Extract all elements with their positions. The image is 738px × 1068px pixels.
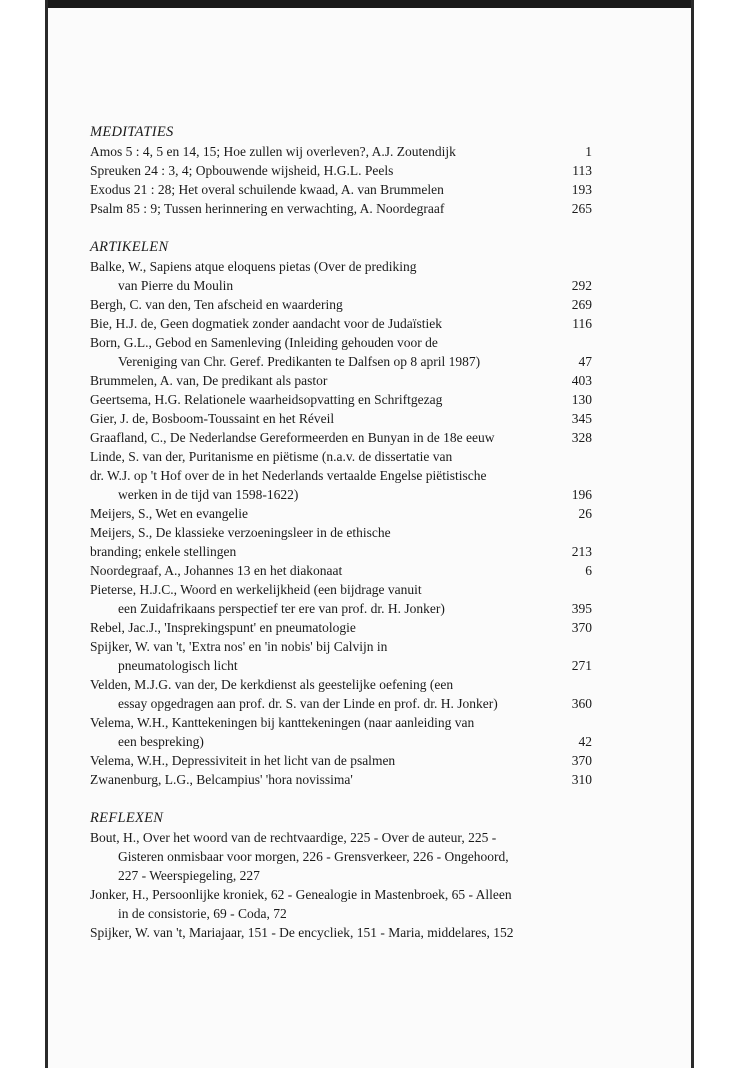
page-number: 292 bbox=[571, 278, 592, 293]
entry-line: dr. W.J. op 't Hof over de in het Nederlands vertaalde Engelse piëtistische bbox=[90, 468, 487, 483]
entry-line: Spijker, W. van 't, Mariajaar, 151 - De encycliek, 151 - Maria, middelares, 152 bbox=[90, 925, 514, 940]
page-number: 130 bbox=[571, 392, 592, 407]
entry-line: Exodus 21 : 28; Het overal schuilende kwaad, A. van Brummelen bbox=[90, 182, 444, 197]
toc-entry bbox=[90, 390, 592, 409]
toc-entry bbox=[90, 885, 592, 923]
entry-text bbox=[90, 923, 592, 942]
toc-entry bbox=[90, 447, 592, 504]
toc-entry bbox=[90, 257, 592, 295]
entry-line: Bie, H.J. de, Geen dogmatiek zonder aandacht voor de Judaïstiek bbox=[90, 316, 443, 331]
toc-entry bbox=[90, 333, 592, 371]
entry-line: branding; enkele stellingen bbox=[90, 544, 237, 559]
entry-text bbox=[90, 161, 592, 180]
toc-entry bbox=[90, 199, 592, 218]
entry-line: Psalm 85 : 9; Tussen herinnering en verwachting, A. Noordegraaf bbox=[90, 201, 445, 216]
page-number: 265 bbox=[571, 201, 592, 216]
toc-entry bbox=[90, 161, 592, 180]
entry-text bbox=[90, 885, 592, 923]
entry-line: Meijers, S., Wet en evangelie bbox=[90, 506, 248, 521]
entry-line: Geertsema, H.G. Relationele waarheidsopvatting en Schriftgezag bbox=[90, 392, 443, 407]
entry-line: Gisteren onmisbaar voor morgen, 226 - Grensverkeer, 226 - Ongehoord, bbox=[118, 849, 509, 864]
entry-line: Vereniging van Chr. Geref. Predikanten te Dalfsen op 8 april 1987) bbox=[118, 354, 481, 369]
entry-text bbox=[90, 675, 592, 713]
section-heading: REFLEXEN bbox=[90, 810, 164, 826]
toc-entry bbox=[90, 580, 592, 618]
toc-entry bbox=[90, 561, 592, 580]
entry-text bbox=[90, 428, 592, 447]
page-number: 395 bbox=[571, 601, 592, 616]
entry-line: Amos 5 : 4, 5 en 14, 15; Hoe zullen wij overleven?, A.J. Zoutendijk bbox=[90, 144, 456, 159]
toc-entry bbox=[90, 409, 592, 428]
entry-text bbox=[90, 504, 592, 523]
entry-text bbox=[90, 751, 592, 770]
toc-entry bbox=[90, 295, 592, 314]
entry-text bbox=[90, 142, 592, 161]
page-number: 370 bbox=[571, 753, 592, 768]
entry-text bbox=[90, 618, 592, 637]
entry-line: werken in de tijd van 1598-1622) bbox=[118, 487, 299, 502]
page-number: 213 bbox=[571, 544, 592, 559]
toc-entry bbox=[90, 675, 592, 713]
entry-line: Bergh, C. van den, Ten afscheid en waardering bbox=[90, 297, 343, 312]
entry-line: Bout, H., Over het woord van de rechtvaardige, 225 - Over de auteur, 225 - bbox=[90, 830, 497, 845]
section-reflexen bbox=[90, 809, 592, 942]
entry-line: Born, G.L., Gebod en Samenleving (Inleiding gehouden voor de bbox=[90, 335, 438, 350]
page-number: 370 bbox=[571, 620, 592, 635]
entry-text bbox=[90, 371, 592, 390]
entry-text bbox=[90, 561, 592, 580]
entry-text bbox=[90, 447, 592, 504]
toc-entry bbox=[90, 828, 592, 885]
page-number: 42 bbox=[578, 734, 592, 749]
page-number: 403 bbox=[571, 373, 592, 388]
page-number: 269 bbox=[571, 297, 592, 312]
entry-text bbox=[90, 637, 592, 675]
toc-entry bbox=[90, 637, 592, 675]
table-of-contents bbox=[90, 123, 592, 962]
page-number: 47 bbox=[578, 354, 592, 369]
page-number: 310 bbox=[571, 772, 592, 787]
page-number: 193 bbox=[571, 182, 592, 197]
toc-entry bbox=[90, 142, 592, 161]
entry-line: van Pierre du Moulin bbox=[118, 278, 234, 293]
entry-line: Gier, J. de, Bosboom-Toussaint en het Réveil bbox=[90, 411, 335, 426]
entry-text bbox=[90, 199, 592, 218]
entry-line: pneumatologisch licht bbox=[118, 658, 238, 673]
toc-entry bbox=[90, 314, 592, 333]
page-number: 345 bbox=[571, 411, 592, 426]
entry-text bbox=[90, 409, 592, 428]
entry-line: een bespreking) bbox=[118, 734, 204, 749]
page-number: 271 bbox=[571, 658, 592, 673]
entry-text bbox=[90, 295, 592, 314]
page-number: 113 bbox=[572, 163, 592, 178]
entry-line: in de consistorie, 69 - Coda, 72 bbox=[118, 906, 287, 921]
entry-line: Jonker, H., Persoonlijke kroniek, 62 - Genealogie in Mastenbroek, 65 - Alleen bbox=[90, 887, 512, 902]
section-heading: MEDITATIES bbox=[90, 124, 174, 140]
entry-text bbox=[90, 314, 592, 333]
entry-line: 227 - Weerspiegeling, 227 bbox=[118, 868, 260, 883]
entry-text bbox=[90, 180, 592, 199]
entry-line: Velema, W.H., Depressiviteit in het licht van de psalmen bbox=[90, 753, 396, 768]
entry-line: Zwanenburg, L.G., Belcampius' 'hora novissima' bbox=[90, 772, 353, 787]
page-number: 1 bbox=[585, 144, 592, 159]
entry-line: Spreuken 24 : 3, 4; Opbouwende wijsheid, H.G.L. Peels bbox=[90, 163, 394, 178]
page-number: 328 bbox=[571, 430, 592, 445]
toc-entry bbox=[90, 618, 592, 637]
page-number: 6 bbox=[585, 563, 592, 578]
entry-line: Balke, W., Sapiens atque eloquens pietas (Over de prediking bbox=[90, 259, 417, 274]
entry-text bbox=[90, 333, 592, 371]
toc-entry bbox=[90, 770, 592, 789]
entry-line: Spijker, W. van 't, 'Extra nos' en 'in nobis' bij Calvijn in bbox=[90, 639, 388, 654]
entry-line: Graafland, C., De Nederlandse Gereformeerden en Bunyan in de 18e eeuw bbox=[90, 430, 495, 445]
toc-entry bbox=[90, 504, 592, 523]
entry-text bbox=[90, 580, 592, 618]
entry-text bbox=[90, 770, 592, 789]
toc-entry bbox=[90, 523, 592, 561]
page-number: 116 bbox=[572, 316, 592, 331]
entry-text bbox=[90, 713, 592, 751]
entry-line: Meijers, S., De klassieke verzoeningsleer in de ethische bbox=[90, 525, 391, 540]
entry-line: Pieterse, H.J.C., Woord en werkelijkheid (een bijdrage vanuit bbox=[90, 582, 422, 597]
toc-entry bbox=[90, 713, 592, 751]
toc-entry bbox=[90, 371, 592, 390]
toc-entry bbox=[90, 428, 592, 447]
section-heading: ARTIKELEN bbox=[90, 239, 169, 255]
entry-line: een Zuidafrikaans perspectief ter ere van prof. dr. H. Jonker) bbox=[118, 601, 445, 616]
page-number: 26 bbox=[578, 506, 592, 521]
page-number: 196 bbox=[571, 487, 592, 502]
entry-text bbox=[90, 390, 592, 409]
entry-text bbox=[90, 523, 592, 561]
page-number: 360 bbox=[571, 696, 592, 711]
scan-right-edge bbox=[691, 0, 694, 1068]
scan-top-edge bbox=[47, 0, 694, 8]
entry-line: essay opgedragen aan prof. dr. S. van der Linde en prof. dr. H. Jonker) bbox=[118, 696, 498, 711]
toc-entry bbox=[90, 923, 592, 942]
entry-line: Velema, W.H., Kanttekeningen bij kanttekeningen (naar aanleiding van bbox=[90, 715, 475, 730]
entry-text bbox=[90, 257, 592, 295]
section-meditaties bbox=[90, 123, 592, 218]
toc-entry bbox=[90, 751, 592, 770]
entry-line: Linde, S. van der, Puritanisme en piëtisme (n.a.v. de dissertatie van bbox=[90, 449, 453, 464]
entry-line: Velden, M.J.G. van der, De kerkdienst als geestelijke oefening (een bbox=[90, 677, 454, 692]
entry-line: Noordegraaf, A., Johannes 13 en het diakonaat bbox=[90, 563, 343, 578]
section-artikelen bbox=[90, 238, 592, 789]
toc-entry bbox=[90, 180, 592, 199]
entry-line: Brummelen, A. van, De predikant als pastor bbox=[90, 373, 328, 388]
entry-text bbox=[90, 828, 592, 885]
entry-line: Rebel, Jac.J., 'Insprekingspunt' en pneumatologie bbox=[90, 620, 356, 635]
